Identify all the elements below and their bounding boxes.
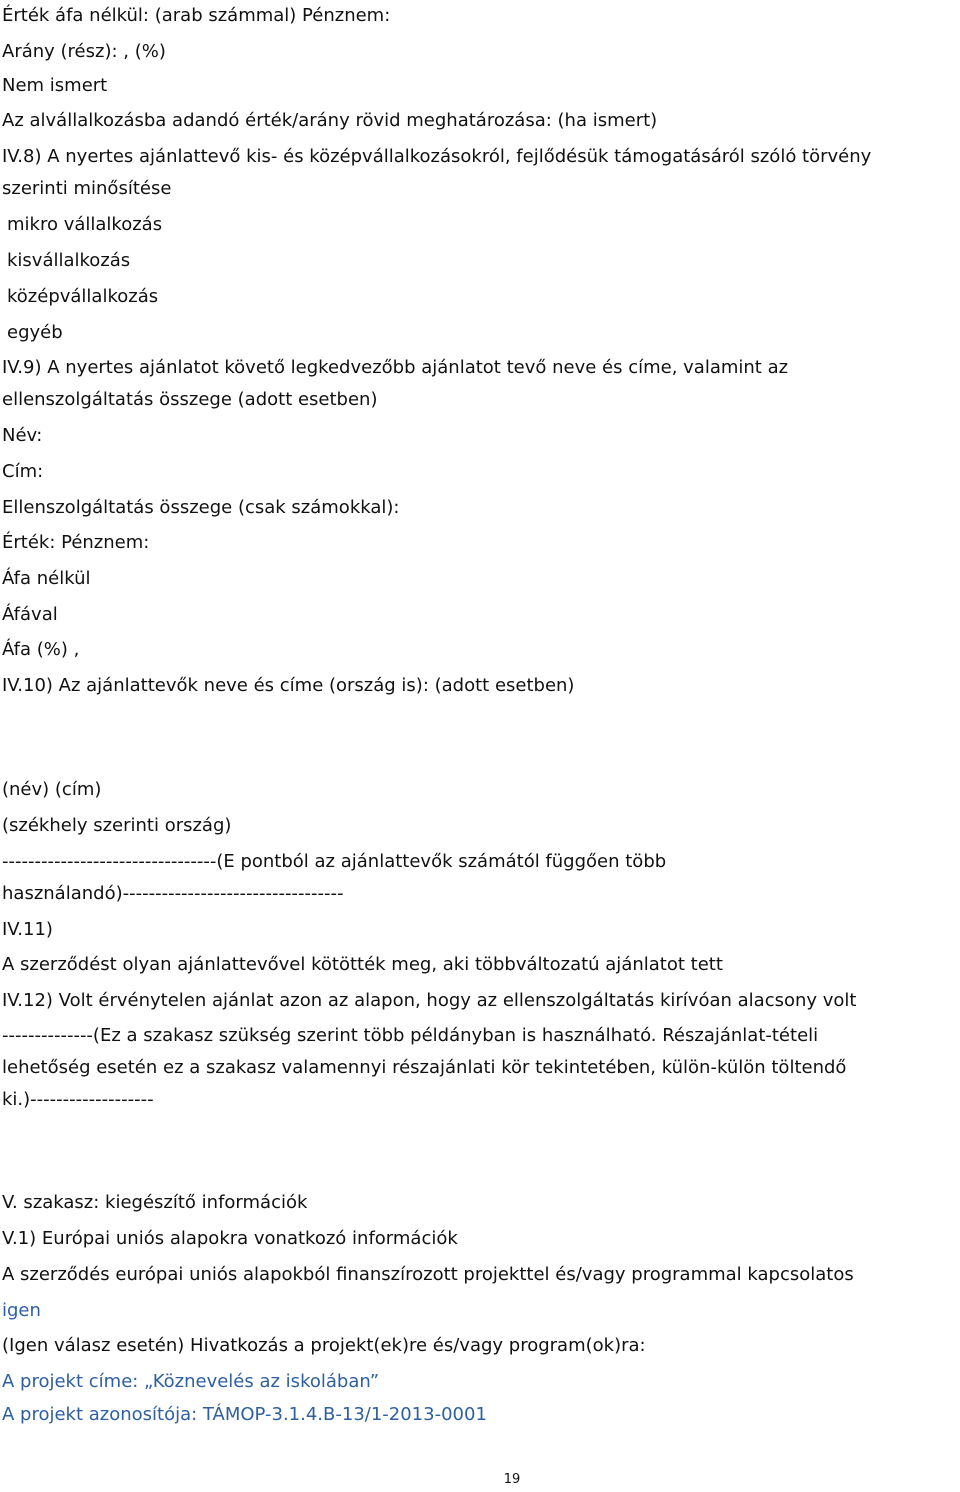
option-other: egyéb <box>7 322 63 343</box>
heading-iv9-cont: ellenszolgáltatás összege (adott esetben) <box>2 389 378 410</box>
project-title: A projekt címe: „Köznevelés az iskolában” <box>2 1371 380 1392</box>
heading-iv10: IV.10) Az ajánlattevők neve és címe (ország is): (adott esetben) <box>2 675 575 696</box>
page-number: 19 <box>503 1472 521 1487</box>
heading-iv9: IV.9) A nyertes ajánlatot követő legkedvezőbb ajánlatot tevő neve és címe, valamint az <box>2 357 789 378</box>
project-id: A projekt azonosítója: TÁMOP-3.1.4.B-13/1-2013-0001 <box>2 1404 487 1425</box>
option-micro: mikro vállalkozás <box>7 214 163 235</box>
heading-v1: V.1) Európai uniós alapokra vonatkozó információk <box>2 1228 458 1249</box>
text-project-reference: (Igen válasz esetén) Hivatkozás a projekt(ek)re és/vagy program(ok)ra: <box>2 1335 646 1356</box>
heading-iv8-cont: szerinti minősítése <box>2 178 172 199</box>
heading-iv8: IV.8) A nyertes ajánlattevő kis- és középvállalkozásokról, fejlődésük támogatásáról szóló törvény <box>2 146 872 167</box>
text-variant-offer: A szerződést olyan ajánlattevővel kötötték meg, aki többváltozatú ajánlatot tett <box>2 954 723 975</box>
field-consideration: Ellenszolgáltatás összege (csak számokkal): <box>2 497 400 518</box>
note-repeat-line2: használandó)---------------------------------- <box>2 883 344 904</box>
note-section-line1: --------------(Ez a szakasz szükség szerint több példányban is használható. Részajánlat-tételi <box>2 1025 819 1046</box>
field-value-currency: Érték: Pénznem: <box>2 532 150 553</box>
field-name: Név: <box>2 425 43 446</box>
answer-yes: igen <box>2 1300 41 1321</box>
line-not-known: Nem ismert <box>2 75 108 96</box>
heading-section-v: V. szakasz: kiegészítő információk <box>2 1192 308 1213</box>
field-address: Cím: <box>2 461 44 482</box>
field-vat-percent: Áfa (%) , <box>2 639 80 660</box>
line-subcontract-description: Az alvállalkozásba adandó érték/arány rövid meghatározása: (ha ismert) <box>2 110 658 131</box>
heading-iv12: IV.12) Volt érvénytelen ajánlat azon az alapon, hogy az ellenszolgáltatás kirívóan alacsony volt <box>2 990 857 1011</box>
note-section-line3: ki.)------------------- <box>2 1089 154 1110</box>
field-without-vat: Áfa nélkül <box>2 568 91 589</box>
option-small: kisvállalkozás <box>7 250 131 271</box>
option-medium: középvállalkozás <box>7 286 159 307</box>
field-with-vat: Áfával <box>2 604 58 625</box>
field-country: (székhely szerinti ország) <box>2 815 232 836</box>
line-value-without-vat: Érték áfa nélkül: (arab számmal) Pénznem: <box>2 5 391 26</box>
heading-iv11: IV.11) <box>2 919 53 940</box>
text-eu-funds: A szerződés európai uniós alapokból finanszírozott projekttel és/vagy programmal kapcsolatos <box>2 1264 854 1285</box>
note-repeat-line1: ---------------------------------(E pontból az ajánlattevők számától függően több <box>2 851 667 872</box>
line-ratio: Arány (rész): , (%) <box>2 41 166 62</box>
field-name-address: (név) (cím) <box>2 779 102 800</box>
note-section-line2: lehetőség esetén ez a szakasz valamennyi részajánlati kör tekintetében, külön-külön töltendő <box>2 1057 847 1078</box>
